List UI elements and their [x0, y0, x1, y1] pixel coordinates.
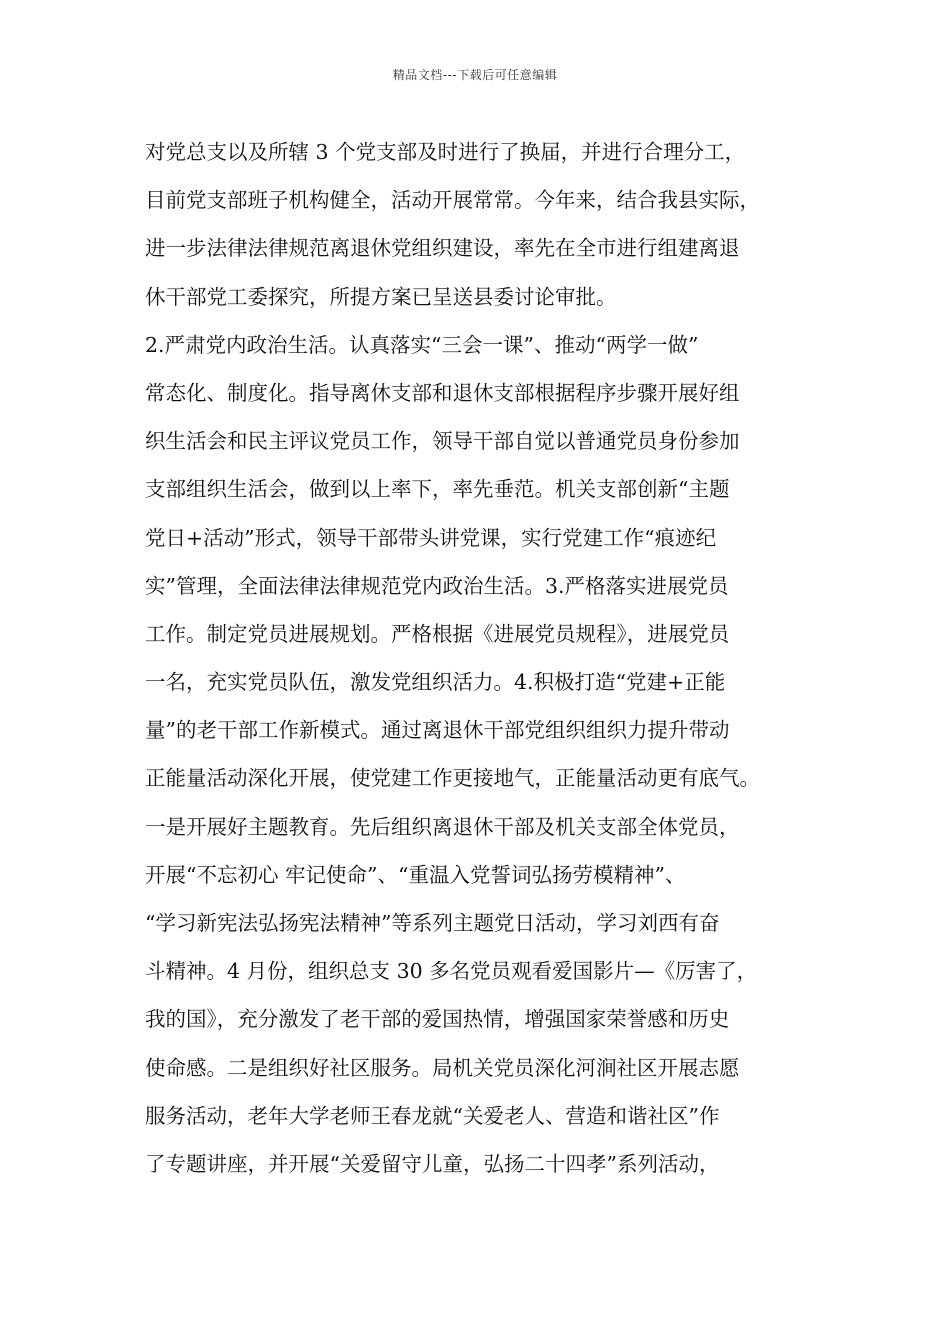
- text-line: 进一步法律法律规范离退休党组织建设，率先在全市进行组建离退: [145, 236, 740, 261]
- text-line: 一名，充实党员队伍，激发党组织活力。4.积极打造“党建+正能: [145, 670, 726, 695]
- text-line: 量”的老干部工作新模式。通过离退休干部党组织组织力提升带动: [145, 718, 730, 743]
- text-line: 常态化、制度化。指导离休支部和退休支部根据程序步骤开展好组: [145, 380, 740, 405]
- text-line: 对党总支以及所辖 3 个党支部及时进行了换届，并进行合理分工，: [145, 140, 746, 164]
- text-line: 织生活会和民主评议党员工作，领导干部自觉以普通党员身份参加: [145, 429, 740, 454]
- text-line: 2.严肃党内政治生活。认真落实“三会一课”、推动“两学一做”: [145, 332, 699, 357]
- document-body: [145, 128, 835, 1188]
- text-line: 了专题讲座，并开展“关爱留守儿童，弘扬二十四孝”系列活动，: [145, 1151, 720, 1176]
- text-line: 支部组织生活会，做到以上率下，率先垂范。机关支部创新“主题: [145, 477, 730, 502]
- text-line: 斗精神。4 月份，组织总支 30 多名党员观看爱国影片—《厉害了，: [145, 959, 758, 984]
- text-line: 正能量活动深化开展，使党建工作更接地气，正能量活动更有底气。: [145, 766, 760, 791]
- text-line: “学习新宪法弘扬宪法精神”等系列主题党日活动，学习刘西有奋: [145, 911, 720, 935]
- text-line: 使命感。二是组织好社区服务。局机关党员深化河涧社区开展志愿: [145, 1055, 740, 1080]
- text-line: 目前党支部班子机构健全，活动开展常常。今年来，结合我县实际，: [145, 188, 760, 213]
- page-header: 精品文档---下载后可任意编辑: [392, 68, 558, 82]
- text-line: 服务活动，老年大学老师王春龙就“关爱老人、营造和谐社区”作: [145, 1103, 720, 1128]
- text-line: 开展“不忘初心 牢记使命”、“重温入党誓词弘扬劳模精神”、: [145, 862, 686, 887]
- text-line: 一是开展好主题教育。先后组织离退休干部及机关支部全体党员，: [145, 814, 740, 839]
- text-line: 休干部党工委探究，所提方案已呈送县委讨论审批。: [145, 284, 617, 309]
- text-line: 我的国》，充分激发了老干部的爱国热情，增强国家荣誉感和历史: [145, 1007, 730, 1032]
- text-line: 工作。制定党员进展规划。严格根据《进展党员规程》，进展党员: [145, 621, 730, 646]
- text-line: 实”管理，全面法律法律规范党内政治生活。3.严格落实进展党员: [145, 573, 729, 598]
- text-line: 党日+活动”形式，领导干部带头讲党课，实行党建工作“痕迹纪: [145, 525, 717, 550]
